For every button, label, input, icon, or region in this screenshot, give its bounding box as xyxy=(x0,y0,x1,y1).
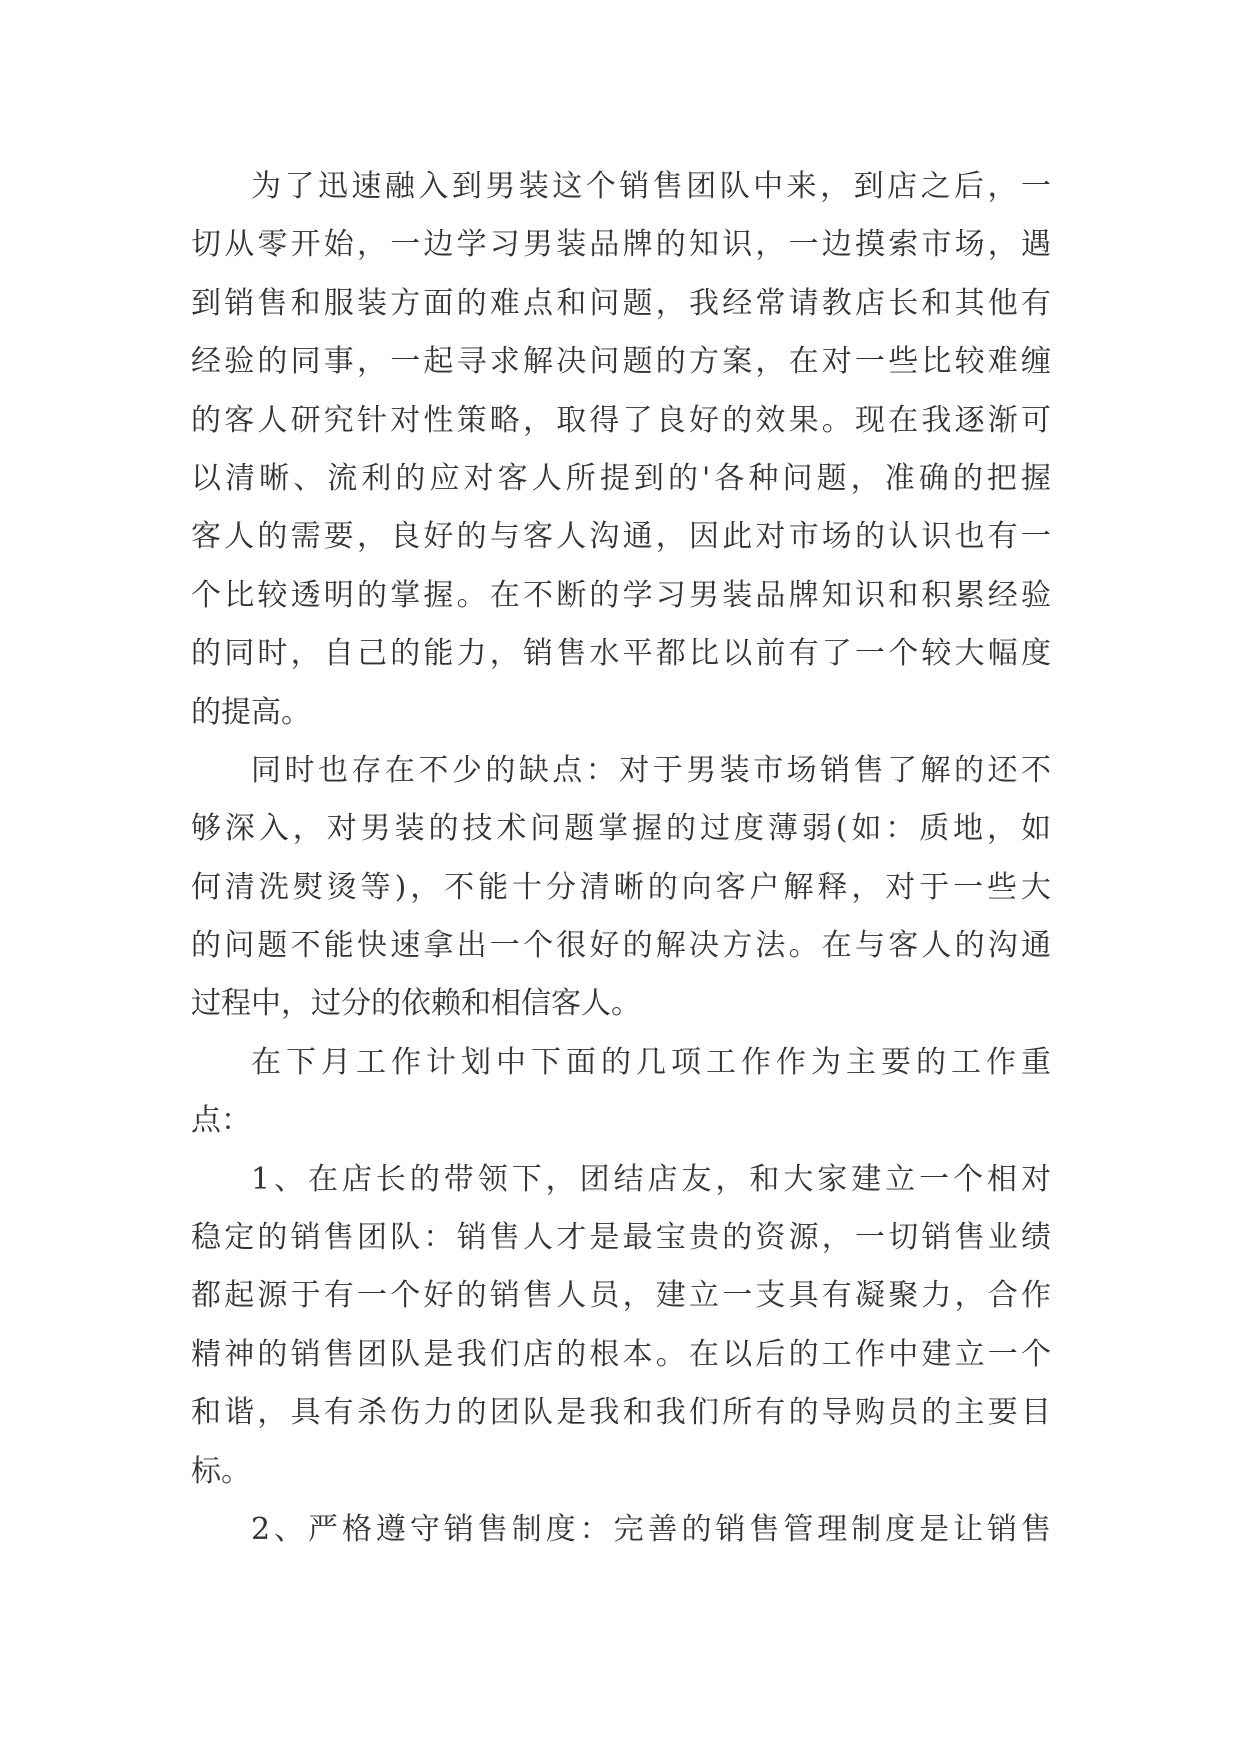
paragraph-line: 过程中，过分的依赖和相信客人。 xyxy=(191,986,641,1022)
paragraph-line: 经验的同事，一起寻求解决问题的方案，在对一些比较难缠 xyxy=(191,344,1051,380)
paragraph-line: 够深入，对男装的技术问题掌握的过度薄弱(如：质地，如 xyxy=(191,811,1051,847)
paragraph-line: 为了迅速融入到男装这个销售团队中来，到店之后，一 xyxy=(251,169,1051,204)
paragraph-line: 2、严格遵守销售制度：完善的销售管理制度是让销售 xyxy=(251,1511,1051,1547)
paragraph-line: 的提高。 xyxy=(191,694,311,730)
paragraph-line: 都起源于有一个好的销售人员，建立一支具有凝聚力，合作 xyxy=(191,1278,1051,1314)
paragraph-line: 客人的需要，良好的与客人沟通，因此对市场的认识也有一 xyxy=(191,519,1051,555)
paragraph-line: 的同时，自己的能力，销售水平都比以前有了一个较大幅度 xyxy=(191,636,1051,672)
document-body xyxy=(191,158,1051,1559)
paragraph-line: 个比较透明的掌握。在不断的学习男装品牌知识和积累经验 xyxy=(191,577,1051,613)
paragraph-line: 以清晰、流利的应对客人所提到的'各种问题，准确的把握 xyxy=(191,460,1051,496)
paragraph-line: 和谐，具有杀伤力的团队是我和我们所有的导购员的主要目 xyxy=(191,1395,1051,1431)
paragraph-line: 点： xyxy=(191,1103,251,1139)
paragraph-line: 精神的销售团队是我们店的根本。在以后的工作中建立一个 xyxy=(191,1336,1051,1372)
paragraph-line: 切从零开始，一边学习男装品牌的知识，一边摸索市场，遇 xyxy=(191,227,1051,263)
paragraph-line: 稳定的销售团队：销售人才是最宝贵的资源，一切销售业绩 xyxy=(191,1220,1051,1256)
paragraph-line: 的问题不能快速拿出一个很好的解决方法。在与客人的沟通 xyxy=(191,928,1051,964)
paragraph-line: 的客人研究针对性策略，取得了良好的效果。现在我逐渐可 xyxy=(191,402,1051,438)
paragraph-line: 何清洗熨烫等)，不能十分清晰的向客户解释，对于一些大 xyxy=(191,869,1051,905)
paragraph-line: 标。 xyxy=(191,1453,251,1489)
paragraph-line: 同时也存在不少的缺点：对于男装市场销售了解的还不 xyxy=(251,752,1051,788)
paragraph-line: 1、在店长的带领下，团结店友，和大家建立一个相对 xyxy=(251,1161,1051,1197)
paragraph-line: 在下月工作计划中下面的几项工作作为主要的工作重 xyxy=(251,1044,1051,1080)
paragraph-line: 到销售和服装方面的难点和问题，我经常请教店长和其他有 xyxy=(191,285,1051,321)
